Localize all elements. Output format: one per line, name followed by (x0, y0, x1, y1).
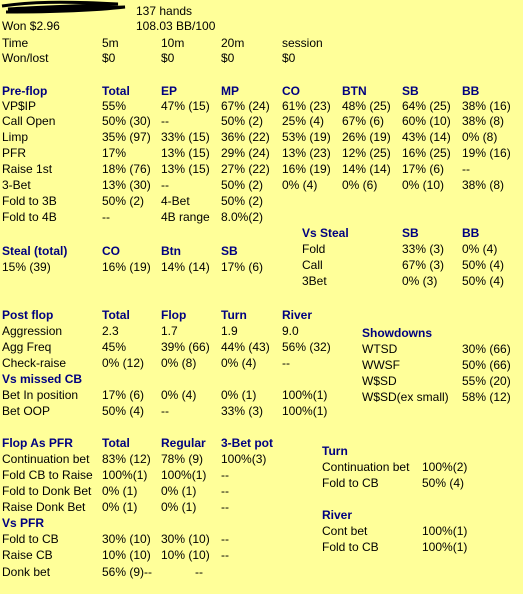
preflop-cell: 25% (4) (282, 114, 325, 128)
preflop-cell: 50% (2) (102, 194, 145, 208)
steal-title: Steal (total) (2, 244, 68, 258)
fourbet-label: 4-Bet (161, 194, 190, 208)
bb-per-100: 108.03 BB/100 (136, 19, 216, 33)
postflop-cell: 0% (8) (161, 356, 197, 370)
preflop-col-total: Total (102, 84, 130, 98)
missed-cb-cell: 100%(1) (282, 404, 328, 418)
showdown-value: 50% (66) (462, 358, 511, 372)
preflop-row-label: Fold to 3B (2, 194, 57, 208)
preflop-cell: 36% (22) (221, 130, 270, 144)
showdown-value: 30% (66) (462, 342, 511, 356)
postflop-cell: 1.9 (221, 324, 238, 338)
flop-pfr-row-label: Continuation bet (2, 452, 90, 466)
postflop-cell: 39% (66) (161, 340, 210, 354)
preflop-cell: 53% (19) (282, 130, 331, 144)
flop-pfr-cell: 0% (1) (161, 500, 197, 514)
preflop-cell: -- (161, 178, 169, 192)
preflop-col-bb: BB (462, 84, 480, 98)
vs-pfr-cell: -- (195, 565, 203, 579)
turn-row-label: Fold to CB (322, 476, 379, 490)
river-row-label: Fold to CB (322, 540, 379, 554)
showdown-label: W$SD (362, 374, 397, 388)
flop-pfr-title: Flop As PFR (2, 436, 73, 450)
vs-steal-row-label: Fold (302, 242, 326, 256)
preflop-cell: 13% (30) (102, 178, 151, 192)
preflop-cell: 61% (23) (282, 99, 331, 113)
period-session: session (282, 36, 323, 50)
flop-pfr-cell: 83% (12) (102, 452, 151, 466)
preflop-cell: 13% (15) (161, 162, 210, 176)
preflop-cell: 47% (15) (161, 99, 210, 113)
vs-pfr-title: Vs PFR (2, 516, 45, 530)
preflop-cell: 0% (10) (402, 178, 445, 192)
flop-pfr-cell: 0% (1) (161, 484, 197, 498)
preflop-cell: 16% (19) (282, 162, 331, 176)
missed-cb-cell: -- (161, 404, 169, 418)
flop-pfr-col-regular: Regular (161, 436, 206, 450)
flop-pfr-cell: 0% (1) (102, 484, 138, 498)
turn-title: Turn (322, 444, 348, 458)
vs-pfr-row-label: Fold to CB (2, 532, 59, 546)
preflop-cell: 27% (22) (221, 162, 270, 176)
showdown-value: 55% (20) (462, 374, 511, 388)
preflop-cell: -- (102, 210, 110, 224)
preflop-cell: 43% (14) (402, 130, 451, 144)
preflop-cell: 16% (25) (402, 146, 451, 160)
vs-steal-row-label: Call (302, 258, 323, 272)
postflop-cell: 2.3 (102, 324, 119, 338)
postflop-cell: 45% (102, 340, 127, 354)
preflop-cell: 8.0%(2) (221, 210, 264, 224)
preflop-cell: 50% (2) (221, 178, 264, 192)
preflop-cell: 67% (24) (221, 99, 270, 113)
missed-cb-cell: 0% (1) (221, 388, 257, 402)
showdown-value: 58% (12) (462, 390, 511, 404)
flop-pfr-row-label: Raise Donk Bet (2, 500, 86, 514)
preflop-row-label: Raise 1st (2, 162, 53, 176)
missed-cb-row-label: Bet OOP (2, 404, 51, 418)
preflop-col-mp: MP (221, 84, 239, 98)
vs-steal-col-bb: BB (462, 226, 480, 240)
vs-steal-title: Vs Steal (302, 226, 349, 240)
vs-pfr-cell: 30% (10) (161, 532, 210, 546)
steal-cell: 14% (14) (161, 260, 210, 274)
preflop-cell: 0% (6) (342, 178, 378, 192)
preflop-cell: 19% (16) (462, 146, 511, 160)
postflop-cell: 1.7 (161, 324, 178, 338)
preflop-cell: 48% (25) (342, 99, 391, 113)
showdown-label: W$SD(ex small) (362, 390, 449, 404)
preflop-cell: 14% (14) (342, 162, 391, 176)
vs-steal-cell: 67% (3) (402, 258, 445, 272)
postflop-cell: 56% (32) (282, 340, 331, 354)
vs-pfr-cell: 10% (10) (102, 548, 151, 562)
vs-steal-cell: 50% (4) (462, 258, 505, 272)
flop-pfr-cell: -- (221, 484, 229, 498)
vs-pfr-row-label: Donk bet (2, 565, 51, 579)
steal-col-sb: SB (221, 244, 238, 258)
preflop-col-btn: BTN (342, 84, 367, 98)
preflop-cell: 13% (15) (161, 146, 210, 160)
wonlost-5m: $0 (102, 51, 116, 65)
preflop-cell: 12% (25) (342, 146, 391, 160)
missed-cb-cell: 33% (3) (221, 404, 264, 418)
preflop-row-label: Limp (2, 130, 29, 144)
preflop-cell: 33% (15) (161, 130, 210, 144)
turn-value: 50% (4) (422, 476, 465, 490)
missed-cb-row-label: Bet In position (2, 388, 79, 402)
postflop-row-label: Aggression (2, 324, 63, 338)
preflop-row-label: Call Open (2, 114, 56, 128)
vs-pfr-cell: -- (221, 532, 229, 546)
flop-pfr-cell: -- (221, 500, 229, 514)
postflop-cell: 0% (4) (221, 356, 257, 370)
vs-steal-cell: 0% (3) (402, 274, 438, 288)
preflop-cell: 0% (4) (282, 178, 318, 192)
preflop-cell: -- (462, 162, 470, 176)
wonlost-label: Won/lost (2, 51, 49, 65)
flop-pfr-cell: 0% (1) (102, 500, 138, 514)
preflop-cell: 50% (2) (221, 114, 264, 128)
steal-cell: 17% (6) (221, 260, 264, 274)
preflop-cell: 38% (8) (462, 114, 505, 128)
flop-pfr-cell: 100%(3) (221, 452, 267, 466)
period-20m: 20m (221, 36, 245, 50)
preflop-title: Pre-flop (2, 84, 48, 98)
preflop-cell: 67% (6) (342, 114, 385, 128)
postflop-col-turn: Turn (221, 308, 247, 322)
flop-pfr-cell: 100%(1) (102, 468, 148, 482)
postflop-col-total: Total (102, 308, 130, 322)
postflop-title: Post flop (2, 308, 54, 322)
wonlost-20m: $0 (221, 51, 235, 65)
flop-pfr-col-total: Total (102, 436, 130, 450)
turn-row-label: Continuation bet (322, 460, 410, 474)
missed-cb-cell: 50% (4) (102, 404, 145, 418)
postflop-cell: 44% (43) (221, 340, 270, 354)
flop-pfr-col-3bet: 3-Bet pot (221, 436, 273, 450)
preflop-row-label: VP$IP (2, 99, 37, 113)
missed-cb-title: Vs missed CB (2, 372, 83, 386)
vs-steal-col-sb: SB (402, 226, 419, 240)
postflop-cell: -- (282, 356, 290, 370)
steal-col-co: CO (102, 244, 120, 258)
showdown-label: WTSD (362, 342, 398, 356)
preflop-cell: 60% (10) (402, 114, 451, 128)
flop-pfr-cell: -- (221, 468, 229, 482)
vs-pfr-cell: -- (221, 548, 229, 562)
preflop-cell: 55% (102, 99, 127, 113)
vs-steal-row-label: 3Bet (302, 274, 327, 288)
preflop-cell: -- (161, 114, 169, 128)
won-amount: Won $2.96 (2, 19, 60, 33)
preflop-cell: 18% (76) (102, 162, 151, 176)
vs-pfr-cell: 10% (10) (161, 548, 210, 562)
postflop-row-label: Check-raise (2, 356, 67, 370)
preflop-cell: 17% (6) (402, 162, 445, 176)
vs-pfr-row-label: Raise CB (2, 548, 53, 562)
period-5m: 5m (102, 36, 119, 50)
redacted-name-scribble (0, 0, 130, 18)
preflop-cell: 50% (30) (102, 114, 151, 128)
preflop-col-co: CO (282, 84, 300, 98)
vs-pfr-cell: 30% (10) (102, 532, 151, 546)
preflop-row-label: PFR (2, 146, 26, 160)
vs-steal-cell: 33% (3) (402, 242, 445, 256)
wonlost-session: $0 (282, 51, 296, 65)
flop-pfr-cell: 78% (9) (161, 452, 204, 466)
preflop-cell: 17% (102, 146, 127, 160)
postflop-cell: 0% (12) (102, 356, 145, 370)
postflop-col-river: River (282, 308, 313, 322)
preflop-cell: 29% (24) (221, 146, 270, 160)
preflop-cell: 13% (23) (282, 146, 331, 160)
preflop-col-ep: EP (161, 84, 178, 98)
flop-pfr-row-label: Fold CB to Raise (2, 468, 93, 482)
missed-cb-cell: 100%(1) (282, 388, 328, 402)
preflop-cell: 35% (97) (102, 130, 151, 144)
showdowns-title: Showdowns (362, 326, 432, 340)
river-row-label: Cont bet (322, 524, 368, 538)
wonlost-10m: $0 (161, 51, 175, 65)
fourbet-range-label: 4B range (161, 210, 210, 224)
preflop-cell: 26% (19) (342, 130, 391, 144)
preflop-cell: 38% (16) (462, 99, 511, 113)
turn-value: 100%(2) (422, 460, 468, 474)
vs-steal-cell: 0% (4) (462, 242, 498, 256)
steal-total: 15% (39) (2, 260, 51, 274)
flop-pfr-row-label: Fold to Donk Bet (2, 484, 92, 498)
time-label: Time (2, 36, 29, 50)
postflop-row-label: Agg Freq (2, 340, 52, 354)
preflop-cell: 0% (8) (462, 130, 498, 144)
preflop-cell: 50% (2) (221, 194, 264, 208)
preflop-row-label: Fold to 4B (2, 210, 57, 224)
showdown-label: WWSF (362, 358, 400, 372)
postflop-col-flop: Flop (161, 308, 187, 322)
river-value: 100%(1) (422, 540, 468, 554)
preflop-row-label: 3-Bet (2, 178, 31, 192)
preflop-col-sb: SB (402, 84, 419, 98)
preflop-cell: 64% (25) (402, 99, 451, 113)
period-10m: 10m (161, 36, 185, 50)
hands-count: 137 hands (136, 4, 193, 18)
river-title: River (322, 508, 353, 522)
vs-steal-cell: 50% (4) (462, 274, 505, 288)
preflop-cell: 38% (8) (462, 178, 505, 192)
river-value: 100%(1) (422, 524, 468, 538)
postflop-cell: 9.0 (282, 324, 299, 338)
steal-col-btn: Btn (161, 244, 181, 258)
missed-cb-cell: 17% (6) (102, 388, 145, 402)
flop-pfr-cell: 100%(1) (161, 468, 207, 482)
missed-cb-cell: 0% (4) (161, 388, 197, 402)
vs-pfr-cell: 56% (9)-- (102, 565, 153, 579)
steal-cell: 16% (19) (102, 260, 151, 274)
